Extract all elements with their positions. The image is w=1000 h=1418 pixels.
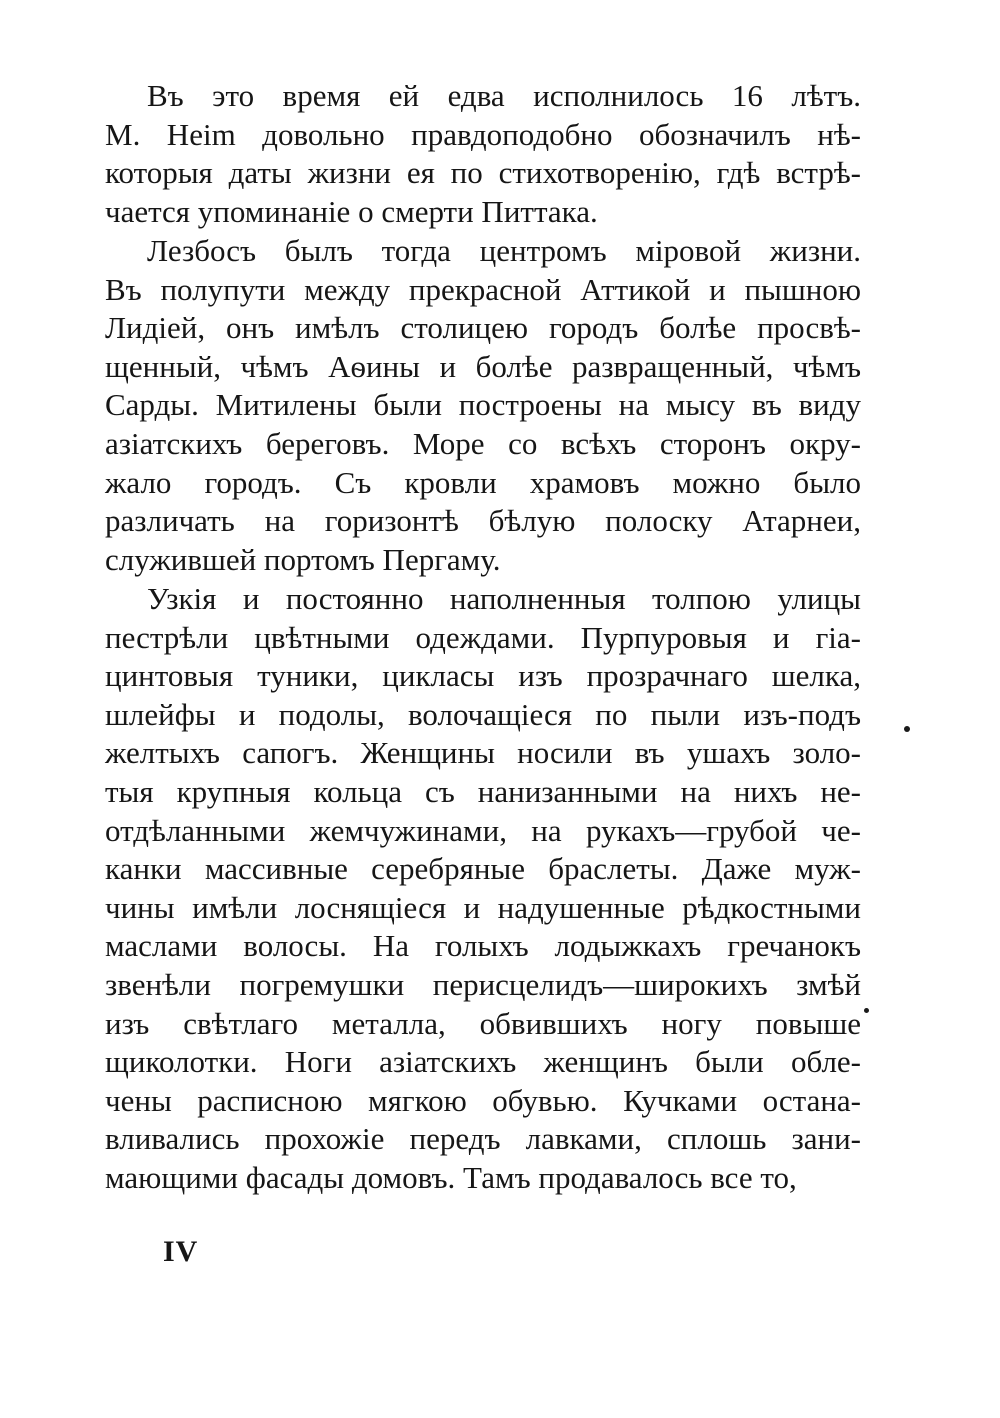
paragraph-2: [105, 232, 861, 579]
text-line: Въ полупути между прекрасной Аттикой и пышною: [105, 271, 861, 307]
page-number: IV: [163, 1235, 199, 1268]
text-line: Лидіей, онъ имѣлъ столицею городъ болѣе просвѣ-: [105, 310, 861, 346]
scan-speck: [864, 1008, 869, 1013]
text-line: различать на горизонтѣ бѣлую полоску Атарнеи,: [105, 503, 861, 539]
text-line: азіатскихъ береговъ. Море со всѣхъ сторонъ окру-: [105, 425, 861, 461]
text-line: маслами волосы. На голыхъ лодыжкахъ гречанокъ: [105, 928, 861, 964]
text-line: пестрѣли цвѣтными одеждами. Пурпуровыя и гіа-: [105, 619, 861, 655]
text-line: изъ свѣтлаго металла, обвившихъ ногу повыше: [105, 1005, 861, 1041]
text-line: щиколотки. Ноги азіатскихъ женщинъ были обле-: [105, 1044, 861, 1080]
text-line: чины имѣли лоснящіеся и надушенные рѣдкостными: [105, 889, 861, 925]
text-line: Сарды. Митилены были построены на мысу въ виду: [105, 387, 861, 423]
text-line: Лезбосъ былъ тогда центромъ міровой жизни.: [147, 233, 861, 268]
text-line: мающими фасады домовъ. Тамъ продавалось все то,: [105, 1159, 797, 1195]
text-line: M. Heim довольно правдоподобно обозначилъ нѣ-: [105, 116, 861, 152]
text-line: отдѣланными жемчужинами, на рукахъ—грубой че-: [105, 812, 861, 848]
text-line: чается упоминаніе о смерти Питтака.: [105, 193, 598, 229]
text-line: тыя крупныя кольца съ нанизанными на нихъ не-: [105, 773, 861, 809]
text-line: которыя даты жизни ея по стихотворенію, гдѣ встрѣ-: [105, 155, 861, 191]
text-line: звенѣли погремушки перисцелидъ—широкихъ змѣй: [105, 966, 861, 1002]
text-line: Въ это время ей едва исполнилось 16 лѣтъ.: [147, 78, 861, 113]
text-line: вливались прохожіе передъ лавками, сплошь зани-: [105, 1121, 861, 1157]
scan-speck: [904, 726, 910, 732]
text-line: чены расписною мягкою обувью. Кучками остана-: [105, 1082, 861, 1118]
text-line: Узкія и постоянно наполненныя толпою улицы: [147, 581, 861, 616]
text-line: цинтовыя туники, цикласы изъ прозрачнаго шелка,: [105, 658, 861, 694]
text-line: шлейфы и подолы, волочащіеся по пыли изъ-подъ: [105, 696, 861, 732]
paragraph-3: [105, 580, 861, 1198]
text-line: канки массивные серебряные браслеты. Даже муж-: [105, 851, 861, 887]
text-line: жало городъ. Съ кровли храмовъ можно было: [105, 464, 861, 500]
paragraph-1: [105, 77, 861, 231]
text-line: желтыхъ сапогъ. Женщины носили въ ушахъ золо-: [105, 735, 861, 771]
text-line: щенный, чѣмъ Аѳины и болѣе развращенный, чѣмъ: [105, 348, 861, 384]
text-line: служившей портомъ Пергаму.: [105, 541, 501, 577]
